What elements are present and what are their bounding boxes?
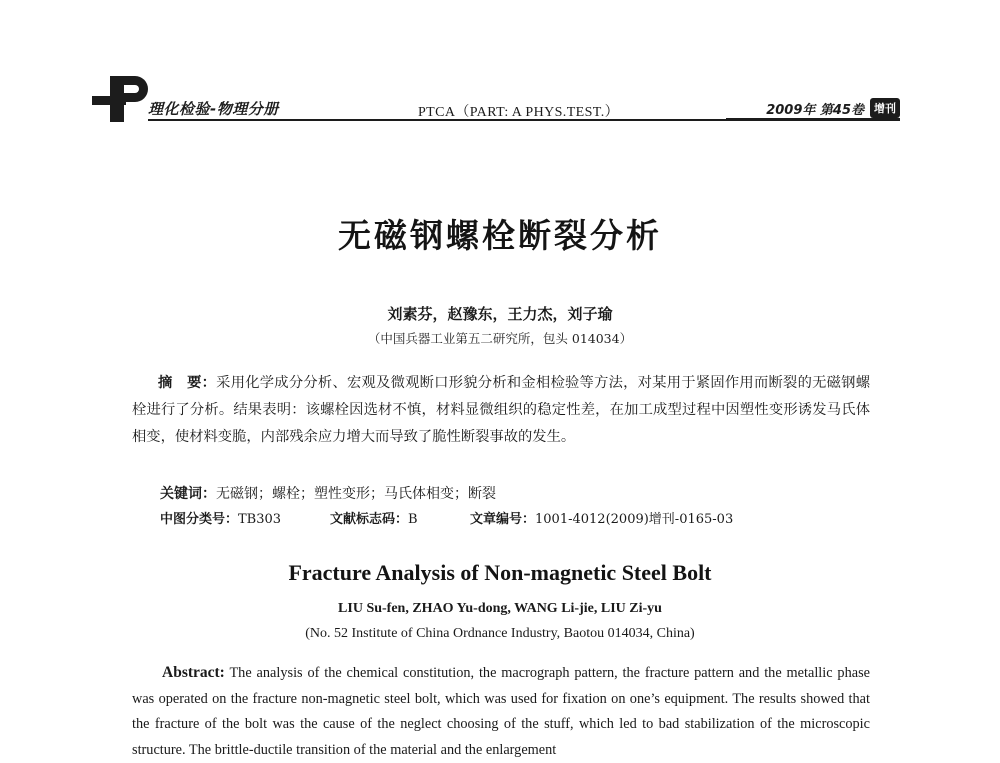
affiliation-cn: （中国兵器工业第五二研究所，包头 014034） xyxy=(367,331,633,346)
article-no-value: 1001-4012(2009)增刊-0165-03 xyxy=(535,512,734,527)
keywords-text: 无磁钢；螺栓；塑性变形；马氏体相变；断裂 xyxy=(216,486,496,502)
journal-logo-icon xyxy=(92,70,154,126)
doc-code-value: B xyxy=(408,512,418,527)
affiliation-en: (No. 52 Institute of China Ordnance Industry, Baotou 014034, China) xyxy=(305,626,695,641)
abstract-cn xyxy=(132,370,870,451)
journal-name-en: PTCA（PART: A PHYS.TEST.） xyxy=(418,105,619,120)
keywords-label: 关键词： xyxy=(160,486,216,502)
issue-text: 2009年 第45卷 xyxy=(766,102,864,118)
clc-value: TB303 xyxy=(238,512,282,527)
title-cn: 无磁钢螺栓断裂分析 xyxy=(338,216,662,255)
abstract-en-label: Abstract: xyxy=(162,664,225,681)
abstract-cn-text: 采用化学成分分析、宏观及微观断口形貌分析和金相检验等方法，对某用于紧固作用而断裂的无磁钢螺栓进行了分析。结果表明：该螺栓因选材不慎，材料显微组织的稳定性差，在加工成型过程中因塑性变形诱发马氏体相变，使材料变脆，内部残余应力增大而导致了脆性断裂事故的发生。 xyxy=(132,375,871,445)
article-no-item xyxy=(470,508,733,527)
issue-info xyxy=(726,98,900,121)
classification-row xyxy=(160,508,880,528)
doc-code-label: 文献标志码： xyxy=(330,512,409,527)
abstract-en-text: The analysis of the chemical constitution, the macrograph pattern, the fracture pattern and the metallic phase was operated on the fracture non-magnetic steel bolt, which was used for fixation on one’s equipment. The results showed that the fracture of the bolt was the cause of the neglect choosing of the stuff, which led to bad stabilization of the microscopic structure. The brittle-ductile transition of the material and the enlargement xyxy=(132,665,870,758)
doc-code-item xyxy=(330,508,418,527)
article-no-label: 文章编号： xyxy=(470,512,536,527)
clc-item xyxy=(160,508,281,527)
supplement-badge: 增刊 xyxy=(870,98,900,118)
authors-cn: 刘素芬，赵豫东，王力杰，刘子瑜 xyxy=(387,305,613,323)
abstract-en xyxy=(132,660,870,763)
title-en: Fracture Analysis of Non-magnetic Steel Bolt xyxy=(288,560,712,585)
clc-label: 中图分类号： xyxy=(160,512,239,527)
abstract-cn-label: 摘 要： xyxy=(158,375,217,391)
journal-name-cn: 理化检验-物理分册 xyxy=(148,100,279,118)
keywords-cn xyxy=(132,483,496,503)
authors-en: LIU Su-fen, ZHAO Yu-dong, WANG Li-jie, LIU Zi-yu xyxy=(338,601,662,616)
